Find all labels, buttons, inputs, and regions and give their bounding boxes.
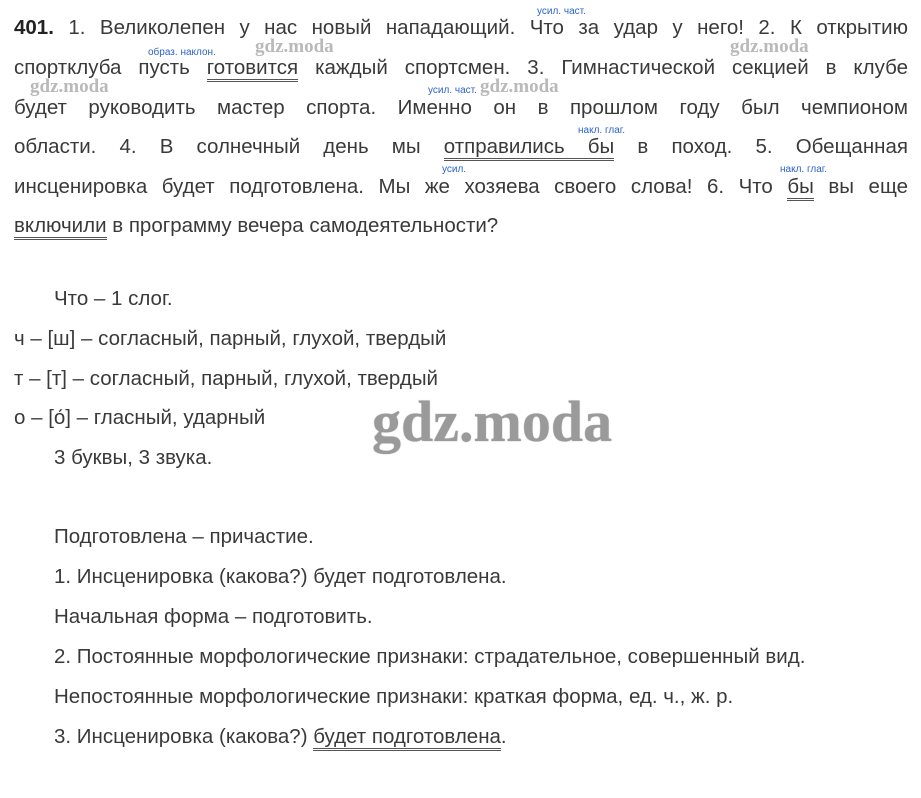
phonetic-row: т – [т] – согласный, парный, глухой, твердый — [14, 367, 439, 390]
underlined-verb: готовится — [207, 56, 298, 82]
morph-line: Начальная форма – подготовить. — [54, 605, 373, 628]
annotation-label: усил. — [442, 164, 467, 175]
annotation-label: накл. глаг. — [578, 125, 625, 136]
phonetic-summary: 3 буквы, 3 звука. — [54, 446, 213, 469]
exercise-line: будет руководить мастер спорта. Именно он в прошлом году был чемпионом — [14, 96, 908, 119]
text: 3. Инсценировка (какова?) — [54, 725, 314, 748]
text: 1. Великолепен у нас новый нападающий. Что за удар у него! 2. К открытию — [53, 16, 908, 39]
watermark: gdz.moda — [480, 76, 559, 97]
morph-line: 2. Постоянные морфологические признаки: страдательное, совершенный вид. — [54, 645, 806, 668]
exercise-number: 401. — [14, 16, 54, 39]
phonetic-row: о – [о́] – гласный, ударный — [14, 406, 266, 429]
exercise-line — [14, 16, 908, 40]
morph-line: Непостоянные морфологические признаки: краткая форма, ед. ч., ж. р. — [54, 685, 734, 708]
watermark: gdz.moda — [255, 36, 334, 57]
annotation-label: усил. част. — [428, 85, 477, 96]
text: каждый спортсмен. 3. Гимнастической секцией в клубе — [298, 56, 908, 79]
underlined-verb: отправились бы — [444, 135, 615, 161]
watermark: gdz.moda — [730, 36, 809, 57]
text: в программу вечера самодеятельности? — [106, 214, 499, 237]
morph-line: 1. Инсценировка (какова?) будет подготовлена. — [54, 565, 507, 588]
exercise-line — [14, 214, 498, 238]
text: области. 4. В солнечный день мы — [14, 135, 444, 158]
text: в поход. 5. Обещанная — [614, 135, 908, 158]
text: . — [500, 725, 507, 748]
exercise-line — [14, 175, 908, 199]
exercise-line — [14, 135, 908, 159]
phonetic-row: ч – [ш] – согласный, парный, глухой, твердый — [14, 327, 447, 350]
underlined-predicate: будет подготовлена — [313, 725, 501, 751]
underlined-particle: бы — [787, 175, 813, 201]
text: спортклуба пусть — [14, 56, 207, 79]
watermark: gdz.moda — [30, 76, 109, 97]
annotation-label: усил. част. — [537, 6, 586, 17]
annotation-label: образ. наклон. — [148, 47, 216, 58]
text: инсценировка будет подготовлена. Мы же хозяева своего слова! 6. Что — [14, 175, 788, 198]
annotation-label: накл. глаг. — [780, 164, 827, 175]
morph-title: Подготовлена – причастие. — [54, 525, 314, 548]
underlined-verb: включили — [14, 214, 107, 240]
phonetic-title: Что – 1 слог. — [54, 287, 173, 310]
exercise-line — [14, 56, 908, 80]
text: вы еще — [813, 175, 908, 198]
morph-line — [54, 725, 507, 749]
watermark-large: gdz.moda — [372, 389, 613, 454]
